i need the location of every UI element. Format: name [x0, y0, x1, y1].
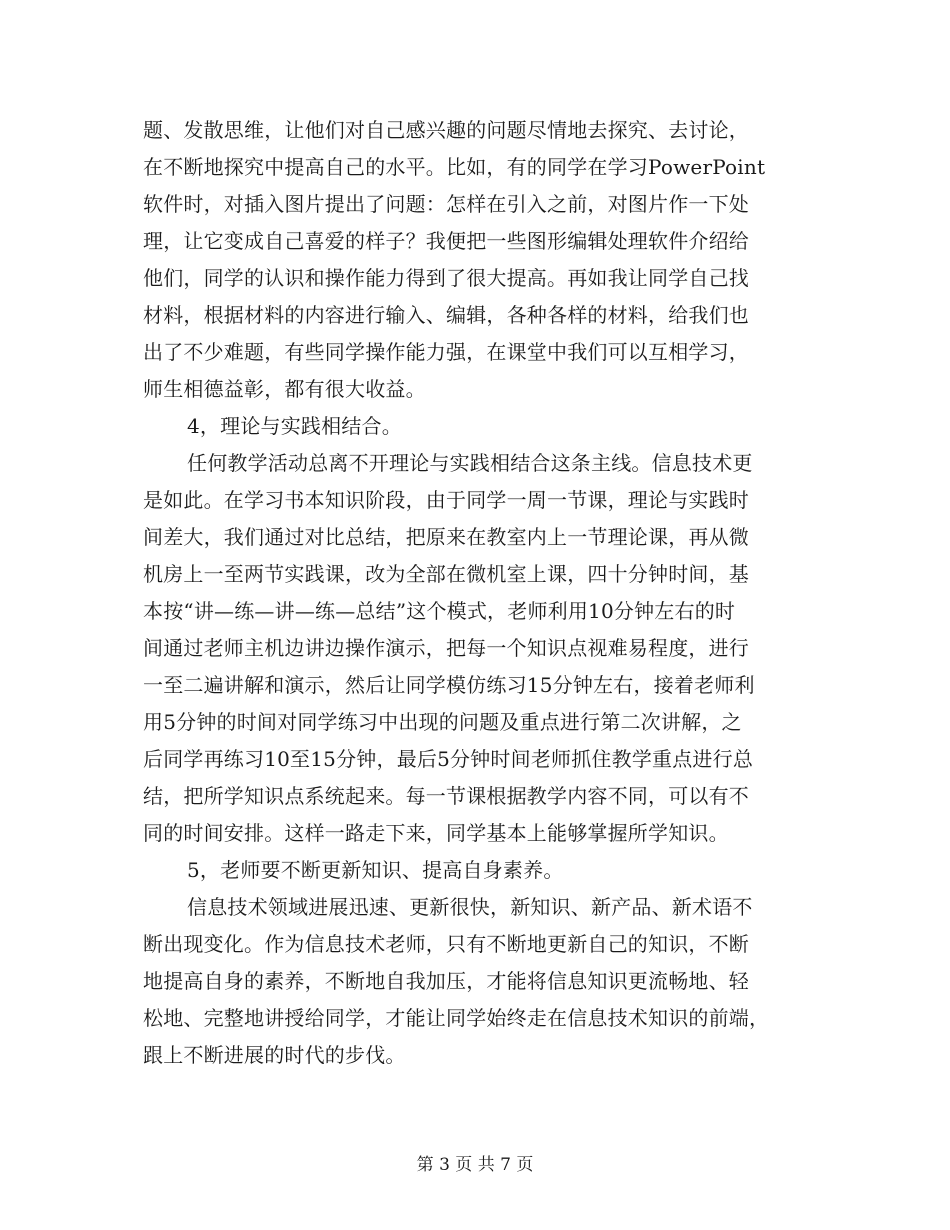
- text-line: 结，把所学知识点系统起来。每一节课根据教学内容不同，可以有不: [143, 784, 749, 808]
- text-line: 松地、完整地讲授给同学，才能让同学始终走在信息技术知识的前端，: [143, 1006, 770, 1030]
- text-line: 材料，根据材料的内容进行输入、编辑，各种各样的材料，给我们也: [143, 303, 749, 327]
- text-line: 后同学再练习10至15分钟，最后5分钟时间老师抓住教学重点进行总: [143, 747, 754, 771]
- text-line: 信息技术领域进展迅速、更新很快，新知识、新产品、新术语不: [187, 895, 753, 919]
- text-line: 他们，同学的认识和操作能力得到了很大提高。再如我让同学自己找: [143, 266, 749, 290]
- text-line: 任何教学活动总离不开理论与实践相结合这条主线。信息技术更: [187, 451, 753, 475]
- text-line: 5，老师要不断更新知识、提高自身素养。: [187, 858, 564, 882]
- text-line: 用5分钟的时间对同学练习中出现的问题及重点进行第二次讲解，之: [143, 710, 742, 734]
- text-line: 间通过老师主机边讲边操作演示，把每一个知识点视难易程度，进行: [143, 636, 749, 660]
- document-body: [143, 112, 809, 1074]
- text-line: 本按“讲—练—讲—练—总结”这个模式，老师利用10分钟左右的时: [143, 599, 736, 623]
- text-line: 同的时间安排。这样一路走下来，同学基本上能够掌握所学知识。: [143, 821, 729, 845]
- text-line: 4，理论与实践相结合。: [187, 414, 402, 438]
- text-line: 间差大，我们通过对比总结，把原来在教室内上一节理论课，再从微: [143, 525, 749, 549]
- text-line: 题、发散思维，让他们对自己感兴趣的问题尽情地去探究、去讨论，: [143, 118, 749, 142]
- text-line: 是如此。在学习书本知识阶段，由于同学一周一节课，理论与实践时: [143, 488, 749, 512]
- text-line: 软件时，对插入图片提出了问题：怎样在引入之前，对图片作一下处: [143, 192, 749, 216]
- text-line: 机房上一至两节实践课，改为全部在微机室上课，四十分钟时间，基: [143, 562, 749, 586]
- text-line: 断出现变化。作为信息技术老师，只有不断地更新自己的知识，不断: [143, 932, 749, 956]
- page-footer: 第 3 页 共 7 页: [416, 1155, 534, 1175]
- text-line: 一至二遍讲解和演示，然后让同学模仿练习15分钟左右，接着老师利: [143, 673, 755, 697]
- text-line: 出了不少难题，有些同学操作能力强，在课堂中我们可以互相学习，: [143, 340, 749, 364]
- text-line: 师生相德益彰，都有很大收益。: [143, 377, 426, 401]
- text-line: 地提高自身的素养，不断地自我加压，才能将信息知识更流畅地、轻: [143, 969, 749, 993]
- text-line: 在不断地探究中提高自己的水平。比如，有的同学在学习PowerPoint: [143, 155, 766, 179]
- text-line: 理，让它变成自己喜爱的样子？我便把一些图形编辑处理软件介绍给: [143, 229, 749, 253]
- text-line: 跟上不断进展的时代的步伐。: [143, 1043, 406, 1067]
